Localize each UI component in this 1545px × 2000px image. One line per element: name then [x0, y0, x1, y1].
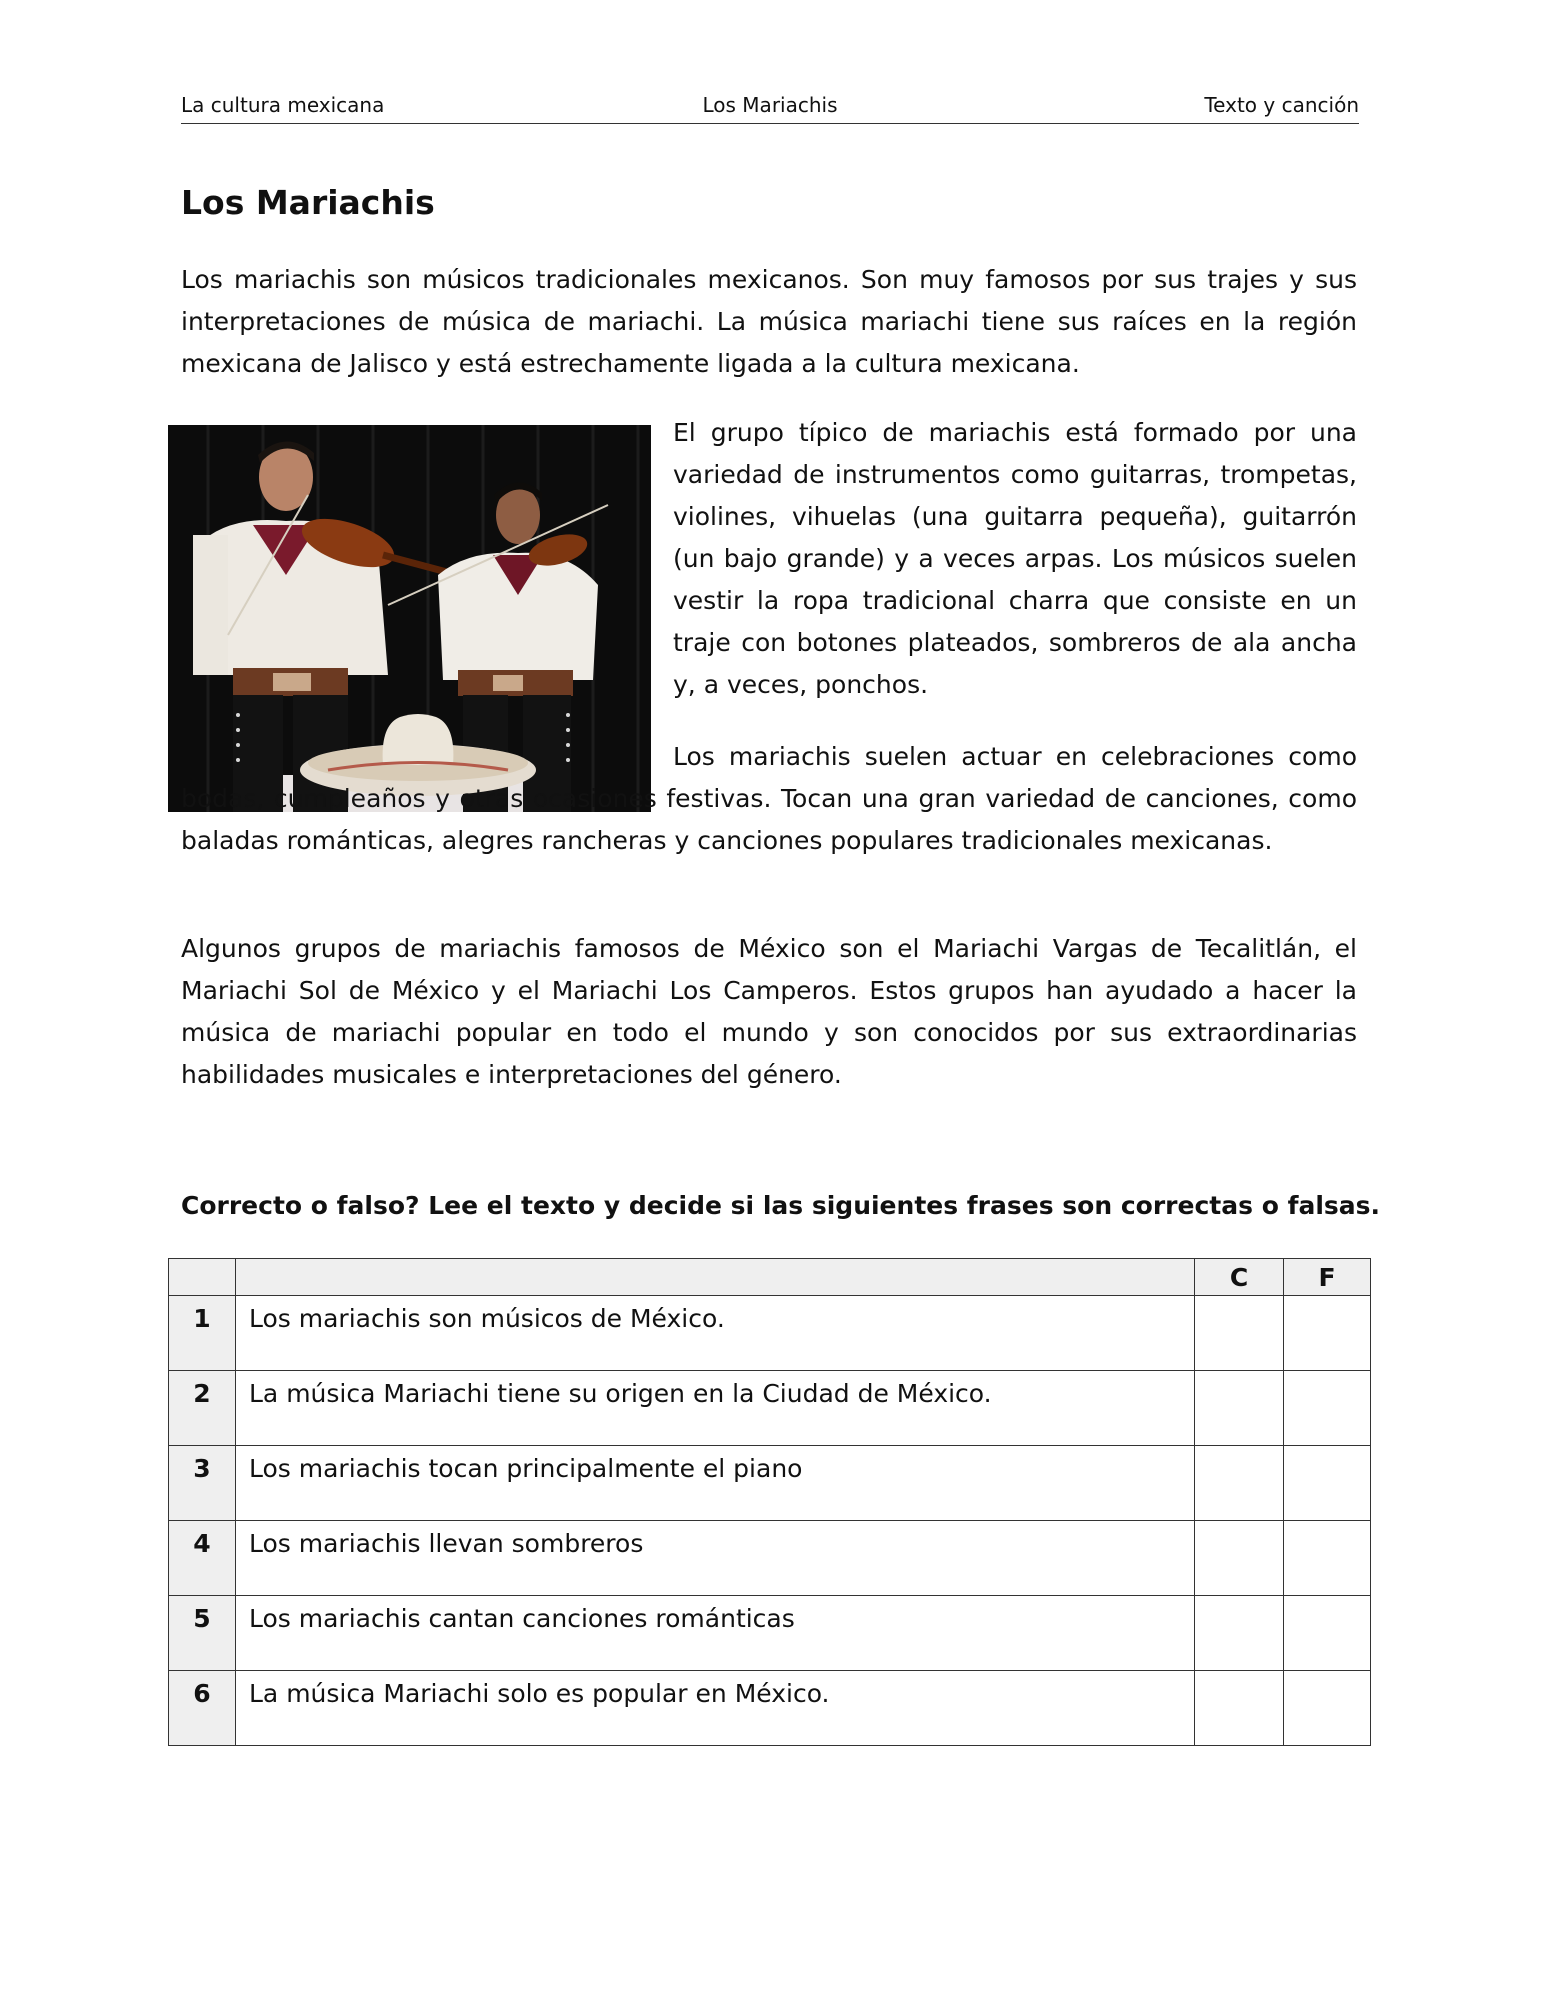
row-statement: Los mariachis son músicos de México. [236, 1296, 1195, 1371]
row-number: 6 [169, 1671, 236, 1746]
correct-checkbox-cell[interactable] [1195, 1671, 1284, 1746]
row-statement: Los mariachis llevan sombreros [236, 1521, 1195, 1596]
row-statement: La música Mariachi solo es popular en México. [236, 1671, 1195, 1746]
table-row [169, 1671, 1371, 1746]
table-row [169, 1446, 1371, 1521]
correct-checkbox-cell[interactable] [1195, 1596, 1284, 1671]
page-header [181, 91, 1359, 124]
correct-checkbox-cell[interactable] [1195, 1446, 1284, 1521]
paragraph-celebrations: Los mariachis suelen actuar en celebraciones como bodas, cumpleaños y otras ocasiones festivas. Tocan una gran variedad de canciones, como baladas románticas, alegres rancheras y canciones populares tradicionales mexicanas. [181, 742, 1357, 855]
paragraph-intro: Los mariachis son músicos tradicionales mexicanos. Son muy famosos por sus trajes y sus interpretaciones de música de mariachi. La música mariachi tiene sus raíces en la región mexicana de Jalisco y está estrechamente ligada a la cultura mexicana. [181, 265, 1357, 378]
table-row [169, 1596, 1371, 1671]
header-statement-cell [236, 1259, 1195, 1296]
row-number: 1 [169, 1296, 236, 1371]
header-right: Texto y canción [1204, 93, 1359, 117]
row-statement: Los mariachis tocan principalmente el piano [236, 1446, 1195, 1521]
row-number: 5 [169, 1596, 236, 1671]
row-statement: Los mariachis cantan canciones románticas [236, 1596, 1195, 1671]
row-number: 4 [169, 1521, 236, 1596]
row-statement: La música Mariachi tiene su origen en la Ciudad de México. [236, 1371, 1195, 1446]
paragraph-instruments: El grupo típico de mariachis está formado por una variedad de instrumentos como guitarras, trompetas, violines, vihuelas (una guitarra pequeña), guitarrón (un bajo grande) y a veces arpas. Los músicos suelen vestir la ropa tradicional charra que consiste en un traje con botones plateados, sombreros de ala ancha y, a veces, ponchos. [673, 418, 1357, 699]
false-checkbox-cell[interactable] [1284, 1671, 1371, 1746]
exercise-instruction: Correcto o falso? Lee el texto y decide si las siguientes frases son correctas o falsas. [181, 1191, 1381, 1220]
false-checkbox-cell[interactable] [1284, 1296, 1371, 1371]
false-checkbox-cell[interactable] [1284, 1446, 1371, 1521]
header-correct: C [1195, 1259, 1284, 1296]
false-checkbox-cell[interactable] [1284, 1371, 1371, 1446]
page-title: Los Mariachis [181, 183, 435, 222]
header-false: F [1284, 1259, 1371, 1296]
table-header-row [169, 1259, 1371, 1296]
table-row [169, 1371, 1371, 1446]
correct-checkbox-cell[interactable] [1195, 1371, 1284, 1446]
false-checkbox-cell[interactable] [1284, 1596, 1371, 1671]
row-number: 2 [169, 1371, 236, 1446]
row-number: 3 [169, 1446, 236, 1521]
table-row [169, 1296, 1371, 1371]
header-left: La cultura mexicana [181, 93, 385, 117]
paragraph-famous-groups: Algunos grupos de mariachis famosos de México son el Mariachi Vargas de Tecalitlán, el Mariachi Sol de México y el Mariachi Los Camperos. Estos grupos han ayudado a hacer la música de mariachi popular en todo el mundo y son conocidos por sus extraordinarias habilidades musicales e interpretaciones del género. [181, 934, 1357, 1089]
correct-checkbox-cell[interactable] [1195, 1296, 1284, 1371]
table-row [169, 1521, 1371, 1596]
header-number-cell [169, 1259, 236, 1296]
true-false-table [168, 1258, 1371, 1746]
correct-checkbox-cell[interactable] [1195, 1521, 1284, 1596]
header-center: Los Mariachis [702, 93, 838, 117]
false-checkbox-cell[interactable] [1284, 1521, 1371, 1596]
